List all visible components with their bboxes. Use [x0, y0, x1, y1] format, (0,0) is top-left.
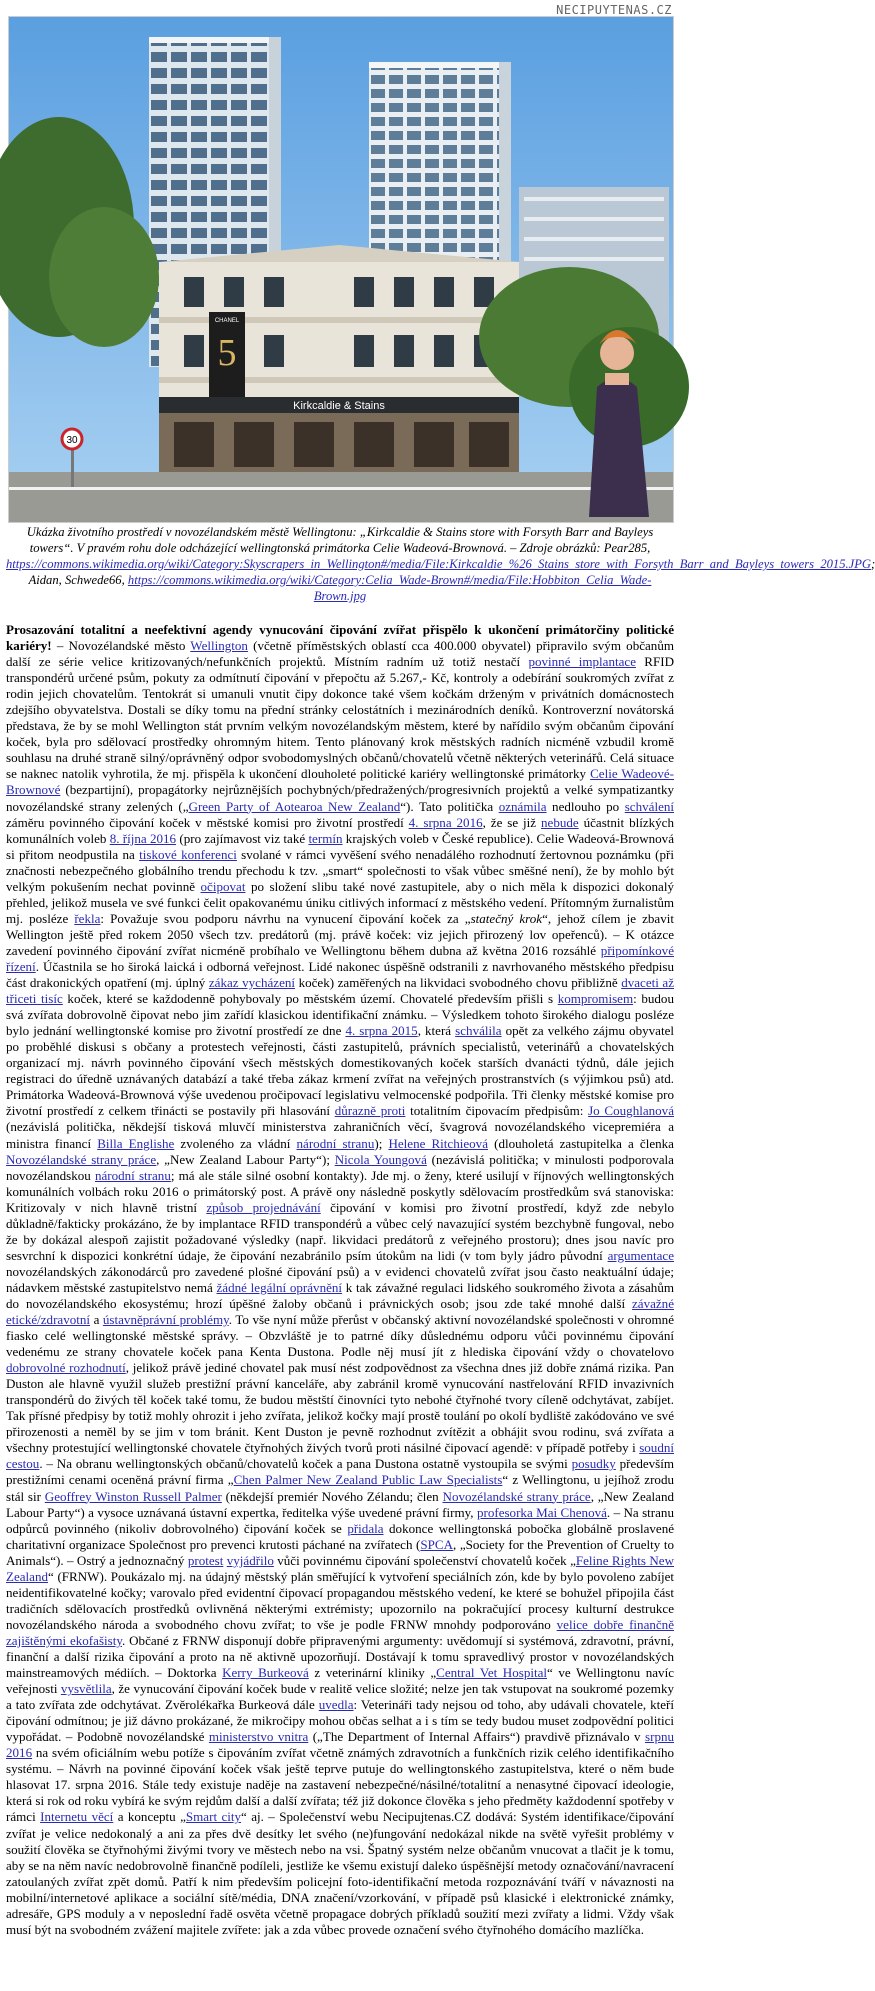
article-text: RFID transpondérů určené psům, pokuty za odmítnutí čipování v přepočtu až 5.267,- Kč, kontroly a odebírání soukromých zvířat z rodin jejich chovatelům. Tentokrát si umanuli vnutit čipy dokonce také všem kočkám drženým v privátních domácnostech zdejšího obyvatelstva. Dostali se díky tomu na přední stránky celostátních i mezinárodních deníků. Kontroverzní novátorská představa, že by se mohl Wellington stát prvním velkým novozélandským městem, které by nařídilo svým občanům čipování koček, byla pro sdělovací prostředky ohromným hitem. Tento plánovaný krok městských radních nicméně vzbudil kromě souhlasu na druhé straně silný/oprávněný odpor svobodomyslných občanů/chovatelů včetně některých veterinářů. Celá situace se naknec natolik vyhrotila, že mj. přispěla k ukončení dlouholeté politické kariéry wellingtonské primátorky: [6, 654, 674, 782]
article-text: svolané v rámci vyvěšení svého nenadálého rozhodnutí žertovnou poznámku (při značnosti nebezpečného globálního trendu přechodu k tzv. „smart“ společnosti to však vůbec směšné není), že by mohlo být velkým pokušením nechat povinně: [6, 846, 674, 894]
article-text: po složení slibu také nové zastupitele, aby o nich měla k dispozici dokonalý přehled, jelikož musela ve své funkci čelit opakovanému úniku citlivých informací z městského vedení. Přítomným žurnalistům mj. posléze: [6, 878, 674, 926]
article-text: , „New Zealand Labour Party“);: [156, 1151, 335, 1167]
article-link[interactable]: očipovat: [200, 878, 246, 894]
article-text: („The Department of Internal Affairs“) pravdivě přiznávalo v: [308, 1729, 646, 1745]
article-link[interactable]: argumentace: [607, 1247, 674, 1263]
article-link[interactable]: národní stranu: [94, 1167, 171, 1183]
article-text: , jelikož právě jediné chovatel pak musí nést zodpovědnost za všechna dnes již dobře známá rizika. Pan Duston ale hlavně využil služeb prestižní právní kanceláře, aby zabránil kromě vynucování nastřelování RFID invazivních transpondérů do živých těl koček také tomu, že budou městští činovníci tyto nebohé čtyřnohé tvory cíleně odchytávat, zabíjet. Tak přísné předpisy by totiž mohly ohrozit i jeho zvířata, jelikož kočky mají prostě toulání po okolí bydliště zakódováno ve své přirozenosti a neměl by se jim v tom bránit. Kent Duston je pevně rozhodnut zvítězit a obhájit svou rodinu, svá zvířata a všechny protestující wellingtonské chovatele čtyřnohých živých tvorů proti násilné čipovací agendě: v případě potřeby i: [6, 1360, 674, 1456]
article-link[interactable]: způsob projednávání: [206, 1199, 321, 1215]
article-text: totalitním čipovacím předpisům:: [405, 1103, 589, 1119]
article-text: “ (FRNW). Poukázalo mj. na údajný městský plán směřující k vytvoření speciálních zón, kde by bylo povoleno zabíjet neidentifikovatelné kočky; varovalo před evidentní čipovací propagandou městského vedení, ke které se bohužel připojila část tradičních sdělovacích prostředků ovlivněná některými extrémisty; upozornilo na pokračující procesy kulturní destrukce novozélandského národa a svobodného chovu zvířat; to vše je podle FRNW mnohdy podporováno: [6, 1568, 674, 1632]
article-link[interactable]: ústavněprávní problémy: [102, 1312, 229, 1328]
article-link[interactable]: Green Party of Aotearoa New Zealand: [188, 798, 401, 814]
article-link[interactable]: profesorka Mai Chenová: [476, 1504, 607, 1520]
article-text: “, jehož cílem je zbavit Wellington ještě před rokem 2050 všech tzv. predátorů (mj. právě koček: viz jejich přirozený lov opeřenců). – K otázce zavedení povinného čipování zvířat nicméně probíhalo ve Wellingtonu během dubna až května 2016 rozsáhlé: [6, 910, 674, 958]
article-link[interactable]: velice dobře finančně zajištěnými ekofašisty: [6, 1616, 674, 1648]
article-text: );: [374, 1135, 389, 1151]
article-link[interactable]: kompromisem: [557, 991, 634, 1007]
article-link[interactable]: protest: [187, 1552, 224, 1568]
caption-text: ; Aidan, Schwede66,: [28, 557, 875, 587]
heritage-building: [159, 245, 519, 473]
article-text: vůči povinnému čipování společenství chovatelů koček „: [273, 1552, 576, 1568]
article-link[interactable]: připomínkové řízení: [6, 942, 674, 974]
article-link[interactable]: ministerstvo vnitra: [208, 1729, 309, 1745]
article-link[interactable]: řekla: [74, 910, 101, 926]
article-link[interactable]: Novozélandské strany práce: [6, 1151, 157, 1167]
street-scene-illustration: [9, 17, 673, 522]
article-text: ; má ale stále silné osobní kontakty). Jde mj. o ženy, které usilují v říjnových wellingtonských komunálních volbách roku 2016 o primátorský post. A právě ony následně poskytly sdělovacím prostředkům svá stanoviska: Kritizovaly v nich hlavně tristní: [6, 1167, 674, 1215]
article-text: koček, které se každodenně pohybovaly po městském území. Chovatelé především přišli s: [62, 991, 558, 1007]
article-text: , že vynucování čipování koček bude v realitě velice složité; nelze jen tak vstupovat na soukromé pozemky a tato zvířata zde odchytávat. Zvěrolékařka Burkeová dále: [6, 1681, 674, 1713]
article-link[interactable]: 4. srpna 2016: [408, 814, 483, 830]
article-text: (nezávislá politička; v minulosti podporovala novozélandskou: [6, 1151, 674, 1183]
article-link[interactable]: soudní cestou: [6, 1440, 674, 1472]
article-link[interactable]: Internetu věcí: [40, 1809, 114, 1825]
article-text: (pro zajímavost viz také: [176, 830, 309, 846]
caption-text: Ukázka životního prostředí v novozélandském městě Wellingtonu: „Kirkcaldie & Stains store with Forsyth Barr and Bayleys towers“. V pravém rohu dole odcházející wellingtonská primátorka Celie Wadeová-Brownová. – Zdroje obrázků: Pear285,: [26, 525, 654, 555]
article-text: účastnit blízkých komunálních voleb: [6, 814, 674, 846]
article-text: (nezávislá politička, někdejší tisková mluvčí ministerstva zahraničních věcí, švagrová novozélandského vicepremiéra a ministra financí: [6, 1119, 674, 1151]
article-link[interactable]: Chen Palmer New Zealand Public Law Specialists: [233, 1472, 503, 1488]
article-text: . Občané z FRNW disponují dobře připravenými argumenty: uvědomují si systémová, zdravotní, právní, finanční a další rizika čipování a proto na ně aktivně upozorňují. Dostávají k tomu spravedlivý prostor v novozélandských mainstreamových médiích. – Doktorka: [6, 1632, 674, 1681]
article-link[interactable]: povinné implantace: [528, 654, 636, 670]
storefront-sign: Kirkcaldie & Stains: [293, 400, 385, 412]
article-link[interactable]: SPCA: [420, 1536, 454, 1552]
article-link[interactable]: žádné legální oprávnění: [216, 1279, 343, 1295]
article-text: dokonce wellingtonská pobočka globálně proslavené charitativní organizace Společnost pro prevenci krutosti páchané na zvířatech (: [6, 1520, 675, 1552]
article-link[interactable]: Kerry Burkeová: [222, 1665, 309, 1681]
article-link[interactable]: zákaz vycházení: [208, 975, 296, 991]
article-text: . – Na obranu wellingtonských občanů/chovatelů koček a pana Dustona ostatně vystoupila se svými: [39, 1456, 572, 1472]
article-link[interactable]: Wellington: [190, 638, 248, 654]
article-text: zvoleného za vládní: [174, 1135, 297, 1151]
article-text: a konceptu „: [113, 1809, 186, 1825]
article-text: (bezpartijní), propagátorky nejrůznějších pochybných/předražených/progresivních projektů a velké sympatizantky novozélandské strany zelených („: [6, 782, 674, 814]
site-watermark: NECIPUYTENAS.CZ: [556, 3, 672, 17]
article-link[interactable]: Celie Wadeové-Brownové: [6, 766, 674, 798]
article-text: čipování v komisi pro životní prostředí, když zde nebylo důkladně/fakticky prokázáno, že by implantace RFID transpondérů a vůbec celý navazující systém bezchybně fungoval, nebo že by dokázal alespoň zajistit požadované výsledky (např. likvidaci predátorů z veřejného prostoru); dnes jsou navíc pro sesvrchní k dispozici konkrétní údaje, že čipování nezabránilo psím útokům na lidi (v tom byly jádro původní: [6, 1199, 675, 1263]
article-link[interactable]: Billa Englishe: [97, 1135, 175, 1151]
article-text: – Novozélandské město: [51, 638, 191, 654]
caption-link[interactable]: https://commons.wikimedia.org/wiki/Category:Celia_Wade-Brown#/media/File:Hobbiton_Celia_Wade-Brown.jpg: [127, 573, 652, 603]
article-link[interactable]: Geoffrey Winston Russell Palmer: [44, 1488, 222, 1504]
article-link[interactable]: oznámila: [498, 798, 547, 814]
article-text: . Účastnila se ho široká laická i odborná veřejnost. Lidé nakonec úspěšně odstranili z navrhovaného městského předpisu část drakonických opatření (mj. úplný: [6, 958, 674, 991]
article-text: “ z Wellingtonu, u jejíhož zrodu stál sir: [6, 1472, 674, 1504]
article-text: , která: [417, 1023, 456, 1039]
article-text: : budou svá zvířata dobrovolně čipovat nebo jim zařídí klasickou identifikační známku. – Výsledkem tohoto širokého dialogu posléze bylo jednání wellingtonské komise pro životní prostředí ze dne: [6, 991, 674, 1039]
article-text: z veterinární kliniky „: [308, 1665, 437, 1681]
article-text: k tak závažné regulaci lidského soukromého života a zásahům do novozélandského ekosystému; hrozí úpěšné žaloby občanů i právnických osob; jsou zde také mnohé další: [6, 1279, 674, 1311]
article-text: , že se již: [482, 814, 541, 830]
article-link[interactable]: posudky: [571, 1456, 616, 1472]
speed-limit-text: 30: [66, 435, 78, 446]
article-text: na svém oficiálním webu potíže s čipováním zvířat včetně známých zdravotních a funkčních rizik celého identifikačního systému. – Návrh na povinné čipování koček však ještě teprve putuje do wellingtonského zastupitelstva, které o něm bude hlasovat 17. srpna 2016. Stále tedy existuje naděje na zastavení nebezpečné/násilné/totalitní a nenasytné čipovací ideologie, která si rok od roku vybírá ke svým rejdům další a další zvířata; též již dokonce člověka s jeho předměty každodenní spotřeby v rámci: [6, 1745, 674, 1825]
article-link[interactable]: vyjádřilo: [226, 1552, 274, 1568]
article-text: (dlouholetá zastupitelka a členka: [488, 1135, 674, 1151]
article-text: opět za velkého zájmu obyvatel po proběhlé diskusi s občany a protestech veřejnosti, části zastupitelů, právních specialistů, veterinářů a chovatelských organizací mj. návrh povinného čipování všech městských domestikovaných koček starších dvanácti týdnů, dále jejich registraci do úředně uznávaných databází a také třeba zákaz krmení zvířat na veřejných prostranstvích (s výjimkou psů) atd. Primátorka Wadeová-Brownová výše uvedenou pročipovací legislativu velmocenské podpořila. Tři členky městské komise pro životní prostředí z celkem třinácti se postavily při hlasování: [6, 1023, 674, 1119]
article-text: a: [90, 1312, 103, 1328]
article-text: (někdejší premiér Nového Zélandu; člen: [221, 1488, 443, 1504]
article-text: “ aj. – Společenství webu Necipujtenas.CZ dodává: Systém identifikace/čipování zvířat je velice nedokonalý a ani za přes dvě desítky let svého (ne)fungování nedokázal nikde na světě vyřešit problémy v soužití člověka se čtyřnohými živými tvory ve městech nebo na vsi. Špatný systém nelze občanům vnucovat a tlačit je k tomu, aby se na něm navíc nedobrovolně finančně podíleli, jestliže ke všemu existují daleko úspěšnější metody označování/navracení zatoulaných zvířat zpět domů. Patří k nim především policejní foto-identifikační metoda rozpoznávání tváří v návaznosti na mobilní/internetové aplikace a sociální sítě/média, DNA značení/vzorkování, v případě psů klasické i elektronické známky, adresáře, GPS moduly a v neposlední řadě osvěta včetně propagace dobrých příkladů soužití mezi zvířaty a lidmi. Vždy však musí být na svobodném zvážení majitele zvířete: jak a zda vůbec provede označení svého čtyřnohého domácího mazlíčka.: [6, 1809, 674, 1937]
article-text: . To vše nyní může přerůst v občanský aktivní novozélandské společnosti v ohromné fiasko celé wellingtonské městské správy. – Obzvláště je to patrné díky důslednému odporu vůči povinnému čipování vedenému ze strany chovatele koček pana Kenta Dustona. Podle něj musí jít z hlediska čipování vždy o chovatelovo: [6, 1312, 674, 1360]
article-link[interactable]: 8. října 2016: [109, 830, 177, 846]
article-link[interactable]: uvedla: [318, 1697, 354, 1713]
article-link[interactable]: dobrovolné rozhodnutí: [6, 1360, 126, 1376]
article-text: . – Na stranu odpůrců povinného (nikoliv dobrovolného) čipování koček se: [6, 1504, 674, 1536]
article-link[interactable]: Central Vet Hospital: [436, 1665, 548, 1681]
article-link[interactable]: závažné etické/zdravotní: [6, 1295, 674, 1328]
article-text: koček) zaměřených na likvidaci svobodného chovu přibližně: [295, 975, 622, 991]
article-text: krajských voleb v České republice). Celie Wadeová-Brownová si přitom neodpustila na: [6, 830, 674, 862]
street: [9, 472, 673, 522]
article-link[interactable]: tiskové konferenci: [139, 846, 237, 862]
photo-caption: [6, 524, 875, 604]
article-text: (včetně příměstských oblastí cca 400.000 obyvatel) připravilo svým občanům další ze série velice kritizovaných/nefunkčních projektů. Místním radním už totiž nestačí: [6, 638, 674, 670]
article-text: především prestižními cenami oceněná právní firma „: [6, 1456, 675, 1488]
article-link[interactable]: národní stranu: [296, 1135, 375, 1151]
number-sign: 5: [217, 332, 237, 374]
article-text: : Považuje svou podporu návrhu na vynucení čipování koček za „: [100, 910, 471, 926]
article-link[interactable]: Helene Ritchieová: [388, 1135, 488, 1151]
article-text: “). Tato politička: [400, 798, 499, 814]
article-link[interactable]: Smart city: [185, 1809, 242, 1825]
article-link[interactable]: 4. srpna 2015: [345, 1023, 418, 1039]
article-link[interactable]: dvaceti až třiceti tisíc: [6, 975, 675, 1007]
article-link[interactable]: Nicola Youngová: [334, 1151, 427, 1167]
caption-link[interactable]: https://commons.wikimedia.org/wiki/Category:Skyscrapers_in_Wellington#/media/File:Kirkcaldie_%26_Stains_store_with_Forsyth_Barr_and_Bayleys_towers_2015.JPG: [6, 557, 872, 571]
article-link[interactable]: Jo Coughlanová: [588, 1103, 674, 1119]
article-link[interactable]: schválila: [455, 1023, 502, 1039]
article-text: , „Society for the Prevention of Cruelty to Animals“). – Ostrý a jednoznačný: [6, 1536, 674, 1568]
article-text: statečný krok: [470, 910, 543, 926]
article-link[interactable]: důrazně proti: [334, 1103, 406, 1119]
article-link[interactable]: Novozélandské strany práce: [442, 1488, 591, 1504]
brand-sign: CHANEL: [214, 318, 240, 324]
article-body: [6, 622, 674, 1938]
article-text: : Veterináři tady nejsou od toho, aby udávali chovatele, kteří čipování odmítnou; je již dávno prokázané, že mikročipy mohou občas selhat a i s tím se tedy budou muset zodpovědní politici vypořádat. – Podobně novozélandské: [6, 1697, 674, 1745]
article-link[interactable]: termín: [308, 830, 343, 846]
article-link[interactable]: přidala: [347, 1520, 384, 1536]
article-text: nedlouho po: [546, 798, 625, 814]
article-link[interactable]: schválení: [624, 798, 675, 814]
article-text: “ ve Wellingtonu navíc veřejnosti: [6, 1665, 674, 1697]
article-photo: [8, 16, 674, 523]
article-link[interactable]: srpnu 2016: [6, 1729, 675, 1761]
article-text: záměru povinného čipování koček v městské komisi pro životní prostředí: [6, 814, 409, 830]
article-text: , „New Zealand Labour Party“) a vysoce uznávaná ústavní expertka, ředitelka výše uvedené právní firmy,: [6, 1488, 674, 1520]
article-headline: Prosazování totalitní a neefektivní agendy vynucování čipování zvířat přispělo k ukončení primátorčiny politické kariéry!: [6, 622, 674, 654]
article-link[interactable]: nebude: [541, 814, 579, 830]
article-text: novozélandských zákonodárců pro zavedené plošné čipování psů) a v evidenci chovatelů zvířat jsou často neaktuální údaje; nádavkem městské zastupitelstvo nemá: [6, 1263, 674, 1295]
article-link[interactable]: vysvětlila: [60, 1681, 112, 1697]
article-link[interactable]: Feline Rights New Zealand: [6, 1552, 674, 1584]
